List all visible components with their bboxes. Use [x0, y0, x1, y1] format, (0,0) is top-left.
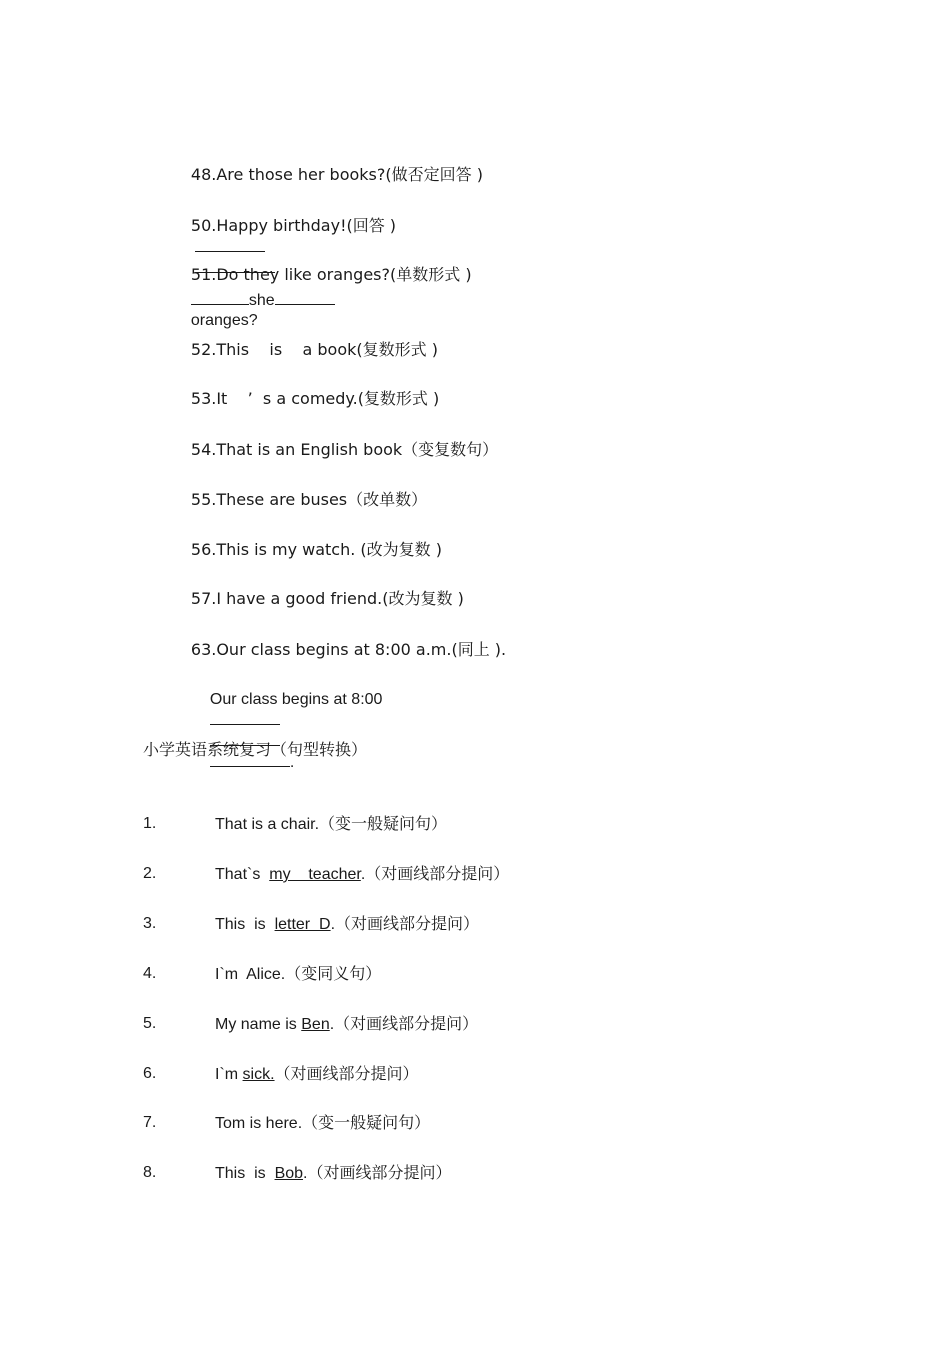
- item-note: （对画线部分提问）: [365, 864, 510, 883]
- item-text-pre: That is a chair.: [215, 816, 320, 833]
- question-63-period: .: [289, 754, 295, 771]
- item-text-pre: I`m Alice.: [215, 966, 286, 983]
- question-57: [182, 569, 464, 610]
- question-56-text: 56.This is my watch. (改为复数 ): [190, 540, 442, 559]
- question-48-text: 48.Are those her books?(做否定回答 ): [190, 165, 483, 184]
- question-57-text: 57.I have a good friend.(改为复数 ): [190, 589, 464, 608]
- question-54-text: 54.That is an English book（变复数句）: [190, 440, 499, 459]
- question-53: [182, 369, 439, 410]
- item-text: [215, 1113, 430, 1134]
- item-text: [215, 1163, 452, 1184]
- item-note: （变一般疑问句）: [319, 814, 448, 833]
- item-text: [215, 814, 447, 835]
- item-number: 7.: [143, 1114, 157, 1131]
- question-51-word-she: she: [248, 292, 275, 309]
- item-text: [215, 914, 479, 935]
- item-text-pre: This is: [215, 1165, 275, 1182]
- question-52: [182, 320, 438, 361]
- question-55: [182, 470, 427, 511]
- question-52-text: 52.This is a book(复数形式 ): [190, 340, 438, 359]
- item-note: （对画线部分提问）: [307, 1163, 452, 1182]
- item-underlined: letter D: [274, 916, 331, 933]
- question-51-word-oranges: oranges?: [190, 312, 258, 329]
- question-55-text: 55.These are buses（改单数）: [190, 490, 428, 509]
- item-text-pre: Tom is here.: [215, 1115, 303, 1132]
- item-note: （变同义句）: [285, 964, 382, 983]
- question-63: [182, 620, 506, 661]
- item-text: [215, 864, 509, 885]
- item-text-post: .: [330, 916, 336, 933]
- section-title: 小学英语系统复习（句型转换）: [143, 740, 368, 759]
- item-number: 8.: [143, 1164, 157, 1181]
- answer-blank[interactable]: [275, 290, 335, 305]
- item-text-pre: My name is: [215, 1016, 302, 1033]
- question-63-text: 63.Our class begins at 8:00 a.m.(同上 ).: [190, 640, 507, 659]
- item-text-pre: I`m: [215, 1066, 243, 1083]
- item-note: （变一般疑问句）: [302, 1113, 431, 1132]
- item-number: 2.: [143, 865, 157, 882]
- item-text-post: .: [329, 1016, 335, 1033]
- item-number: 5.: [143, 1015, 157, 1032]
- item-note: （对画线部分提问）: [335, 914, 480, 933]
- answer-blank[interactable]: [191, 290, 249, 305]
- question-63-answer-text: Our class begins at 8:00: [209, 691, 383, 708]
- item-text-post: .: [303, 1165, 308, 1182]
- question-48: [182, 145, 483, 186]
- item-text: [215, 1014, 478, 1035]
- item-text: [215, 1064, 419, 1085]
- question-51-text: 51.Do they like oranges?(单数形式 ): [190, 265, 472, 284]
- question-54: [182, 420, 498, 461]
- item-underlined: my teacher: [269, 866, 361, 883]
- question-53-text: 53.It ’ s a comedy.(复数形式 ): [190, 389, 440, 408]
- item-text: [215, 964, 381, 985]
- question-50-text: 50.Happy birthday!(回答 ): [190, 216, 397, 235]
- item-text-pre: This is: [215, 916, 275, 933]
- item-number: 4.: [143, 965, 157, 982]
- item-underlined: Bob: [274, 1165, 304, 1182]
- item-number: 1.: [143, 815, 157, 832]
- answer-blank[interactable]: [210, 710, 280, 725]
- item-note: （对画线部分提问）: [334, 1014, 479, 1033]
- item-underlined: sick.: [242, 1066, 275, 1083]
- item-number: 3.: [143, 915, 157, 932]
- item-note: （对画线部分提问）: [274, 1064, 419, 1083]
- item-text-post: .: [360, 866, 366, 883]
- item-number: 6.: [143, 1065, 157, 1082]
- question-56: [182, 520, 442, 561]
- item-underlined: Ben: [301, 1016, 330, 1033]
- item-text-pre: That`s: [215, 866, 270, 883]
